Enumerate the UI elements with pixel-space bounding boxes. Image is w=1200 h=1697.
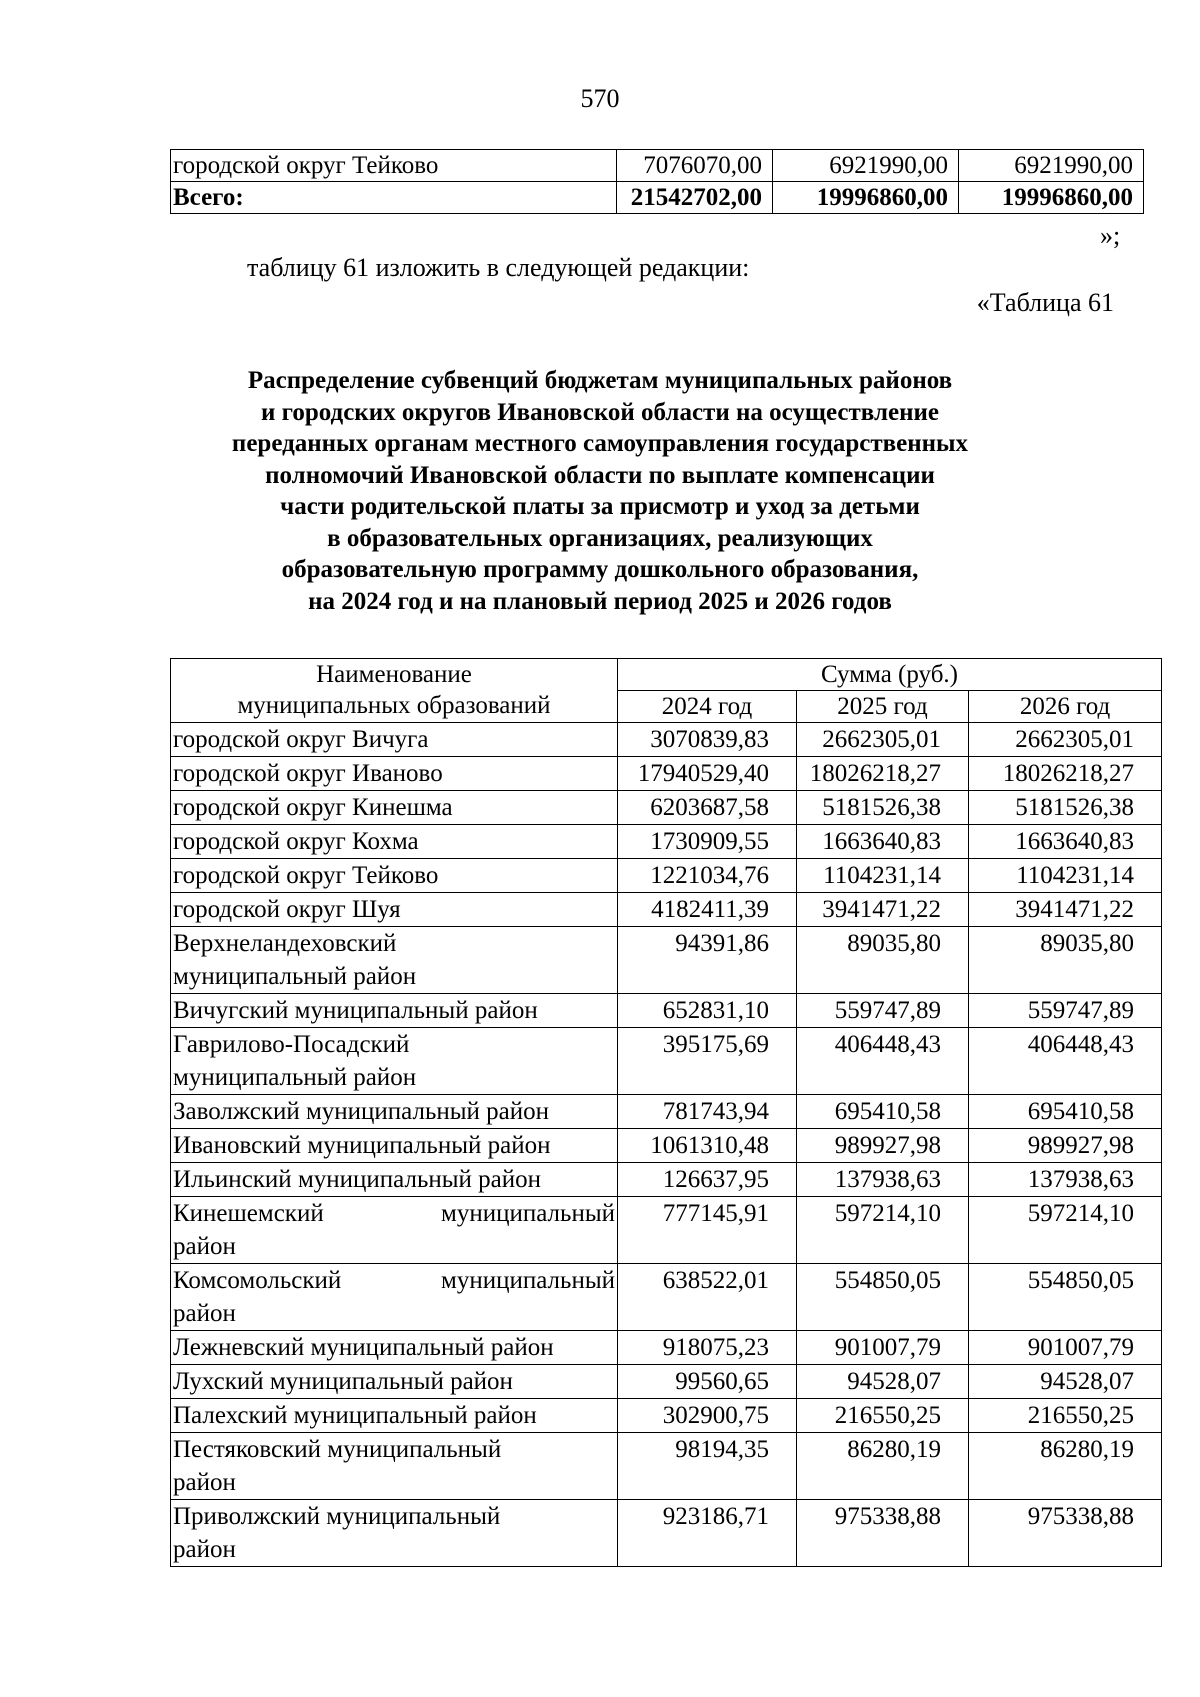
cell-name-line2: район [173,1233,236,1260]
cell-2026: 1104231,14 [969,859,1162,893]
cell-name [171,1197,618,1264]
cell-name: Ивановский муниципальный район [171,1129,618,1163]
header-year-2025: 2025 год [797,691,969,723]
table-row [171,1500,1162,1567]
cell-name: городской округ Тейково [171,150,617,182]
header-sum: Сумма (руб.) [618,659,1162,691]
cell-2024: 918075,23 [618,1331,797,1365]
table-row [171,1433,1162,1500]
cell-2024: 652831,10 [618,994,797,1028]
header-year-2024: 2024 год [618,691,797,723]
cell-2026: 559747,89 [969,994,1162,1028]
cell-2024: 638522,01 [618,1264,797,1331]
cell-name-line1: Гаврилово-Посадский [173,1031,410,1058]
table-row [171,994,1162,1028]
cell-2025: 6921990,00 [773,150,959,182]
cell-2024: 923186,71 [618,1500,797,1567]
title-line: полномочий Ивановской области по выплате компенсации [265,461,935,489]
cell-name: Ильинский муниципальный район [171,1163,618,1197]
header-name-line2: муниципальных образований [237,692,551,719]
cell-2025: 554850,05 [797,1264,969,1331]
cell-name: городской округ Кохма [171,825,618,859]
cell-2026: 1663640,83 [969,825,1162,859]
table-row [171,825,1162,859]
cell-name: городской округ Иваново [171,757,618,791]
cell-2025: 94528,07 [797,1365,969,1399]
cell-name-word: муниципальный [441,1267,615,1294]
cell-2025: 406448,43 [797,1028,969,1095]
cell-name-line2: муниципальный район [173,963,417,990]
total-row [171,182,1144,214]
cell-name-line1: Верхнеландеховский [173,930,397,957]
cell-2024: 3070839,83 [618,723,797,757]
previous-table [170,149,1144,214]
cell-name-line1 [173,1264,615,1297]
closing-quote: »; [1100,221,1121,250]
header-name-line1: Наименование [316,661,472,688]
cell-name-line2: район [173,1469,236,1496]
table-row [171,893,1162,927]
cell-name: городской округ Тейково [171,859,618,893]
cell-name: Заволжский муниципальный район [171,1095,618,1129]
table-row [171,757,1162,791]
table-title [100,365,1100,617]
table-row [171,1197,1162,1264]
table-row [171,791,1162,825]
cell-name-line1: Пестяковский муниципальный [173,1436,502,1463]
cell-name: Вичугский муниципальный район [171,994,618,1028]
title-line: и городских округов Ивановской области на осуществление [260,398,939,426]
cell-2026: 94528,07 [969,1365,1162,1399]
table-row [171,723,1162,757]
cell-name-line1 [173,1197,615,1230]
cell-2025: 216550,25 [797,1399,969,1433]
table-row [171,927,1162,994]
page-number: 570 [580,84,620,113]
cell-2024: 126637,95 [618,1163,797,1197]
cell-2025: 89035,80 [797,927,969,994]
distribution-table [170,658,1162,1567]
cell-2024: 98194,35 [618,1433,797,1500]
cell-2025: 3941471,22 [797,893,969,927]
total-2025: 19996860,00 [773,182,959,214]
cell-name-word: Кинешемский [173,1200,324,1227]
table-row [171,1028,1162,1095]
cell-2024: 99560,65 [618,1365,797,1399]
cell-2025: 597214,10 [797,1197,969,1264]
cell-2025: 137938,63 [797,1163,969,1197]
cell-name: городской округ Вичуга [171,723,618,757]
cell-2024: 302900,75 [618,1399,797,1433]
cell-2025: 5181526,38 [797,791,969,825]
header-year-2026: 2026 год [969,691,1162,723]
cell-2026: 18026218,27 [969,757,1162,791]
cell-2024: 4182411,39 [618,893,797,927]
table-label: «Таблица 61 [976,288,1114,317]
cell-2025: 975338,88 [797,1500,969,1567]
cell-name [171,927,618,994]
cell-name: Палехский муниципальный район [171,1399,618,1433]
cell-2026: 137938,63 [969,1163,1162,1197]
cell-2026: 989927,98 [969,1129,1162,1163]
table-row [171,1095,1162,1129]
cell-2026: 901007,79 [969,1331,1162,1365]
cell-2024: 1730909,55 [618,825,797,859]
cell-name [171,1028,618,1095]
cell-2026: 406448,43 [969,1028,1162,1095]
cell-name [171,1500,618,1567]
title-line: переданных органам местного самоуправления государственных [231,430,969,457]
cell-2024: 777145,91 [618,1197,797,1264]
table-row [171,1129,1162,1163]
cell-name-line2: район [173,1536,236,1563]
table-row [171,1399,1162,1433]
cell-2024: 7076070,00 [617,150,773,182]
cell-2024: 781743,94 [618,1095,797,1129]
header-row [171,659,1162,691]
cell-name-line2: район [173,1300,236,1327]
title-line: Распределение субвенций бюджетам муниципальных районов [247,367,953,394]
cell-name: городской округ Шуя [171,893,618,927]
cell-2026: 975338,88 [969,1500,1162,1567]
title-line: образовательную программу дошкольного образования, [281,556,919,583]
table-row [171,859,1162,893]
cell-2024: 17940529,40 [618,757,797,791]
cell-2025: 901007,79 [797,1331,969,1365]
title-line: части родительской платы за присмотр и уход за детьми [280,493,920,520]
cell-2024: 94391,86 [618,927,797,994]
cell-name: Лежневский муниципальный район [171,1331,618,1365]
cell-2026: 554850,05 [969,1264,1162,1331]
cell-name: Лухский муниципальный район [171,1365,618,1399]
cell-2025: 989927,98 [797,1129,969,1163]
total-label: Всего: [171,182,617,214]
cell-name: городской округ Кинешма [171,791,618,825]
cell-name-word: муниципальный [441,1200,615,1227]
total-2026: 19996860,00 [959,182,1144,214]
instruction-text: таблицу 61 изложить в следующей редакции: [247,253,750,282]
cell-2025: 695410,58 [797,1095,969,1129]
cell-2025: 1663640,83 [797,825,969,859]
cell-2026: 3941471,22 [969,893,1162,927]
cell-2025: 18026218,27 [797,757,969,791]
cell-2024: 6203687,58 [618,791,797,825]
title-line: в образовательных организациях, реализующих [327,524,873,552]
table-row [171,150,1144,182]
cell-name-word: Комсомольский [173,1267,342,1294]
table-row [171,1163,1162,1197]
cell-2026: 597214,10 [969,1197,1162,1264]
cell-name-line1: Приволжский муниципальный [173,1503,501,1530]
cell-2026: 6921990,00 [959,150,1144,182]
cell-name [171,1433,618,1500]
total-2024: 21542702,00 [617,182,773,214]
cell-2024: 1061310,48 [618,1129,797,1163]
cell-2025: 2662305,01 [797,723,969,757]
cell-2025: 86280,19 [797,1433,969,1500]
title-line: на 2024 год и на плановый период 2025 и 2026 годов [308,587,892,615]
cell-2025: 559747,89 [797,994,969,1028]
cell-2026: 695410,58 [969,1095,1162,1129]
cell-2026: 2662305,01 [969,723,1162,757]
cell-2026: 86280,19 [969,1433,1162,1500]
cell-2026: 216550,25 [969,1399,1162,1433]
cell-name [171,1264,618,1331]
cell-2024: 1221034,76 [618,859,797,893]
table-row [171,1365,1162,1399]
cell-2025: 1104231,14 [797,859,969,893]
cell-2024: 395175,69 [618,1028,797,1095]
table-row [171,1264,1162,1331]
header-name [171,659,618,723]
cell-name-line2: муниципальный район [173,1064,417,1091]
table-row [171,1331,1162,1365]
cell-2026: 89035,80 [969,927,1162,994]
cell-2026: 5181526,38 [969,791,1162,825]
